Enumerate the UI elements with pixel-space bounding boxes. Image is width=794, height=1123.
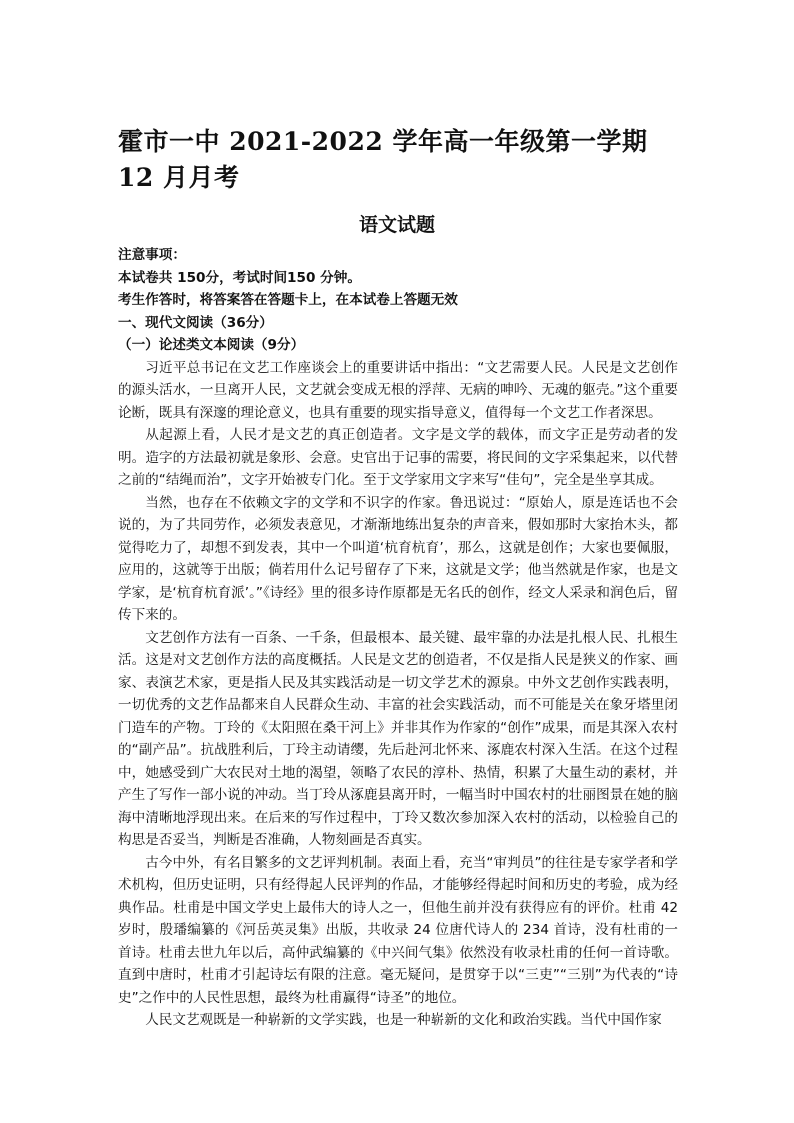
reading-passage bbox=[118, 357, 678, 1032]
notes-item-2: 考生作答时，将答案答在答题卡上，在本试卷上答题无效 bbox=[118, 292, 458, 308]
subsection-heading: （一）论述类文本阅读（9分） bbox=[118, 337, 305, 353]
passage-paragraph: 人民文艺观既是一种崭新的文学实践，也是一种崭新的文化和政治实践。当代中国作家 bbox=[145, 1012, 662, 1028]
exam-title: 霍市一中 2021-2022 学年高一年级第一学期 12 月月考 bbox=[118, 127, 648, 192]
notes-item-1: 本试卷共 150分，考试时间150 分钟。 bbox=[118, 269, 361, 286]
passage-paragraph: 古今中外，有名目繁多的文艺评判机制。表面上看，充当“审判员”的往往是专家学者和学术机构，但历史证明，只有经得起人民评判的作品，才能够经得起时间和历史的考验，成为经典作品。杜甫是中国文学史上最伟大的诗人之一，但他生前并没有获得应有的评价。杜甫 42岁时，殷璠编纂的《河岳英灵集》出版，共收录 24 位唐代诗人的 234 首诗，没有杜甫的一首诗。杜甫去世九年以后，高仲武编纂的《中兴间气集》依然没有收录杜甫的任何一首诗歌。直到中唐时，杜甫才引起诗坛有限的注意。毫无疑问，是贯穿于以“三吏”“三别”为代表的“诗史”之作中的人民性思想，最终为杜甫赢得“诗圣”的地位。 bbox=[118, 854, 678, 1006]
exam-subtitle: 语文试题 bbox=[358, 214, 435, 236]
passage-paragraph: 从起源上看，人民才是文艺的真正创造者。文字是文学的载体，而文字正是劳动者的发明。造字的方法最初就是象形、会意。史官出于记事的需要，将民间的文字采集起来，以代替之前的“结绳而治”，文字开始被专门化。至于文学家用文字来写“佳句”，完全是坐享其成。 bbox=[118, 427, 678, 488]
exam-content bbox=[118, 244, 678, 1032]
section-heading: 一、现代文阅读（36分） bbox=[118, 314, 273, 331]
notes-heading: 注意事项： bbox=[118, 247, 186, 263]
passage-paragraph: 习近平总书记在文艺工作座谈会上的重要讲话中指出：“文艺需要人民。人民是文艺创作的源头活水，一旦离开人民，文艺就会变成无根的浮萍、无病的呻吟、无魂的躯壳。”这个重要论断，既具有深邃的理论意义，也具有重要的现实指导意义，值得每一个文艺工作者深思。 bbox=[118, 359, 678, 421]
notes-block bbox=[118, 244, 678, 312]
passage-paragraph: 文艺创作方法有一百条、一千条，但最根本、最关键、最牢靠的办法是扎根人民、扎根生活。这是对文艺创作方法的高度概括。人民是文艺的创造者，不仅是指人民是狭义的作家、画家、表演艺术家，更是指人民及其实践活动是一切文学艺术的源泉。中外文艺创作实践表明，一切优秀的文艺作品都来自人民群众生动、丰富的社会实践活动，而不可能是关在象牙塔里闭门造车的产物。丁玲的《太阳照在桑干河上》并非其作为作家的“创作”成果，而是其深入农村的“副产品”。抗战胜利后，丁玲主动请缨，先后赴河北怀来、涿鹿农村深入生活。在这个过程中，她感受到广大农民对土地的渴望，领略了农民的淳朴、热情，积累了大量生动的素材，并产生了写作一部小说的冲动。当丁玲从涿鹿县离开时，一幅当时中国农村的壮丽图景在她的脑海中清晰地浮现出来。在后来的写作过程中，丁玲又数次参加深入农村的活动，以检验自己的构思是否妥当，判断是否准确，人物刻画是否真实。 bbox=[118, 629, 678, 848]
passage-paragraph: 当然，也存在不依赖文字的文学和不识字的作家。鲁迅说过：“原始人，原是连话也不会说的，为了共同劳作，必须发表意见，才渐渐地练出复杂的声音来，假如那时大家抬木头，都觉得吃力了，却想不到发表，其中一个叫道‘杭育杭育’，那么，这就是创作；大家也要佩服，应用的，这就等于出版；倘若用什么记号留存了下来，这就是文学；他当然就是作家，也是文学家，是‘杭育杭育派’。”《诗经》里的很多诗作原都是无名氏的创作，经文人采录和润色后，留传下来的。 bbox=[118, 494, 678, 623]
